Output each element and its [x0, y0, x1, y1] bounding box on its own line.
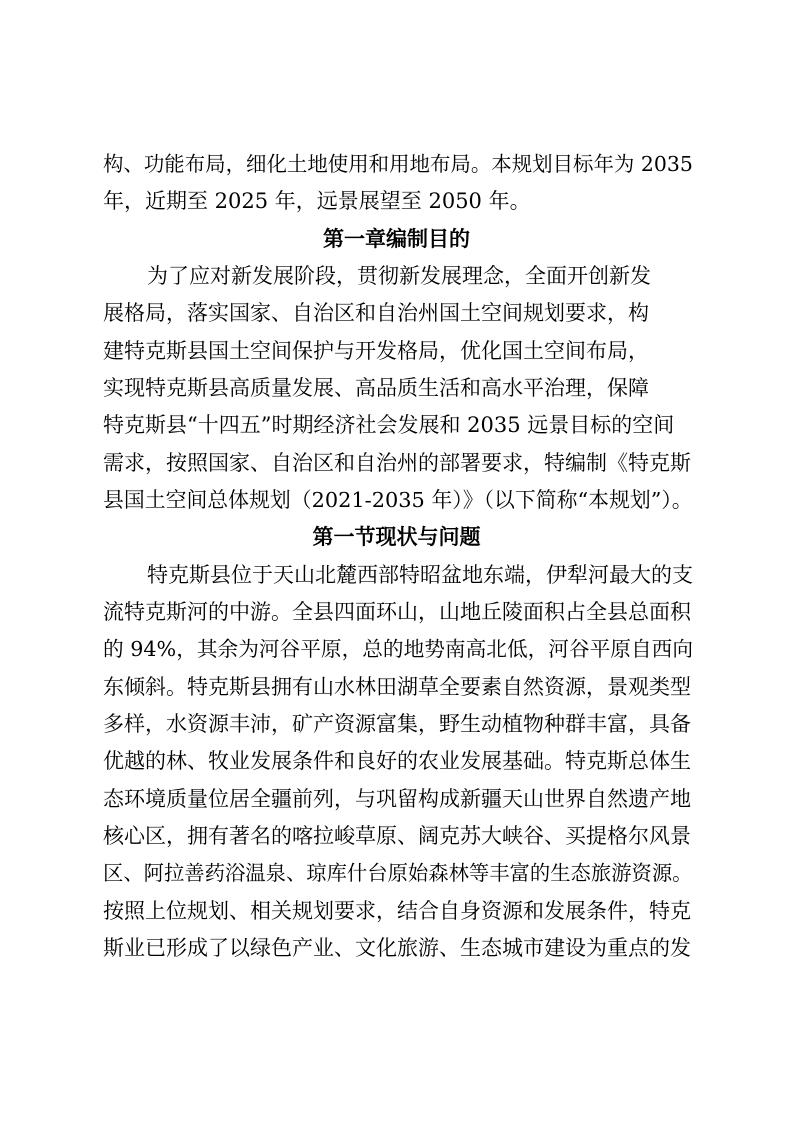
intro-line: 构、功能布局，细化土地使用和用地布局。本规划目标年为 2035 — [103, 152, 693, 176]
section-paragraph-line: 多样，水资源丰沛，矿产资源富集，野生动植物种群丰富，具备 — [103, 712, 691, 736]
section-paragraph-line: 优越的林、牧业发展条件和良好的农业发展基础。特克斯总体生 — [103, 749, 691, 773]
section-paragraph-line: 东倾斜。特克斯县拥有山水林田湖草全要素自然资源，景观类型 — [103, 675, 691, 699]
chapter-paragraph-line: 特克斯县“十四五”时期经济社会发展和 2035 远景目标的空间 — [103, 413, 675, 437]
section-paragraph-line: 流特克斯河的中游。全县四面环山，山地丘陵面积占全县总面积 — [103, 600, 691, 624]
section-paragraph-line: 的 94%，其余为河谷平原，总的地势南高北低，河谷平原自西向 — [103, 637, 693, 661]
section-paragraph-line: 态环境质量位居全疆前列，与巩留构成新疆天山世界自然遗产地 — [103, 787, 691, 811]
section-paragraph-line: 按照上位规划、相关规划要求，结合自身资源和发展条件，特克 — [103, 899, 691, 923]
section-heading: 第一节现状与问题 — [312, 525, 481, 549]
chapter-paragraph-line: 县国土空间总体规划（2021-2035 年）》（以下简称“本规划”）。 — [103, 488, 693, 512]
intro-line: 年，近期至 2025 年，远景展望至 2050 年。 — [103, 189, 531, 213]
chapter-paragraph-line: 展格局，落实国家、自治区和自治州国土空间规划要求，构 — [103, 301, 649, 325]
section-paragraph-line: 区、阿拉善药浴温泉、琼库什台原始森林等丰富的生态旅游资源。 — [103, 861, 693, 885]
chapter-paragraph-line: 为了应对新发展阶段，贯彻新发展理念，全面开创新发 — [147, 264, 651, 288]
chapter-heading: 第一章编制目的 — [323, 227, 470, 251]
section-paragraph-line: 核心区，拥有著名的喀拉峻草原、阔克苏大峡谷、买提格尔风景 — [103, 824, 691, 848]
chapter-paragraph-line: 实现特克斯县高质量发展、高品质生活和高水平治理，保障 — [103, 376, 649, 400]
section-paragraph-line: 特克斯县位于天山北麓西部特昭盆地东端，伊犁河最大的支 — [147, 563, 693, 587]
chapter-paragraph-line: 建特克斯县国土空间保护与开发格局，优化国土空间布局， — [103, 339, 649, 363]
chapter-paragraph-line: 需求，按照国家、自治区和自治州的部署要求，特编制《特克斯 — [103, 451, 691, 475]
section-paragraph-line: 斯业已形成了以绿色产业、文化旅游、生态城市建设为重点的发 — [103, 936, 691, 960]
